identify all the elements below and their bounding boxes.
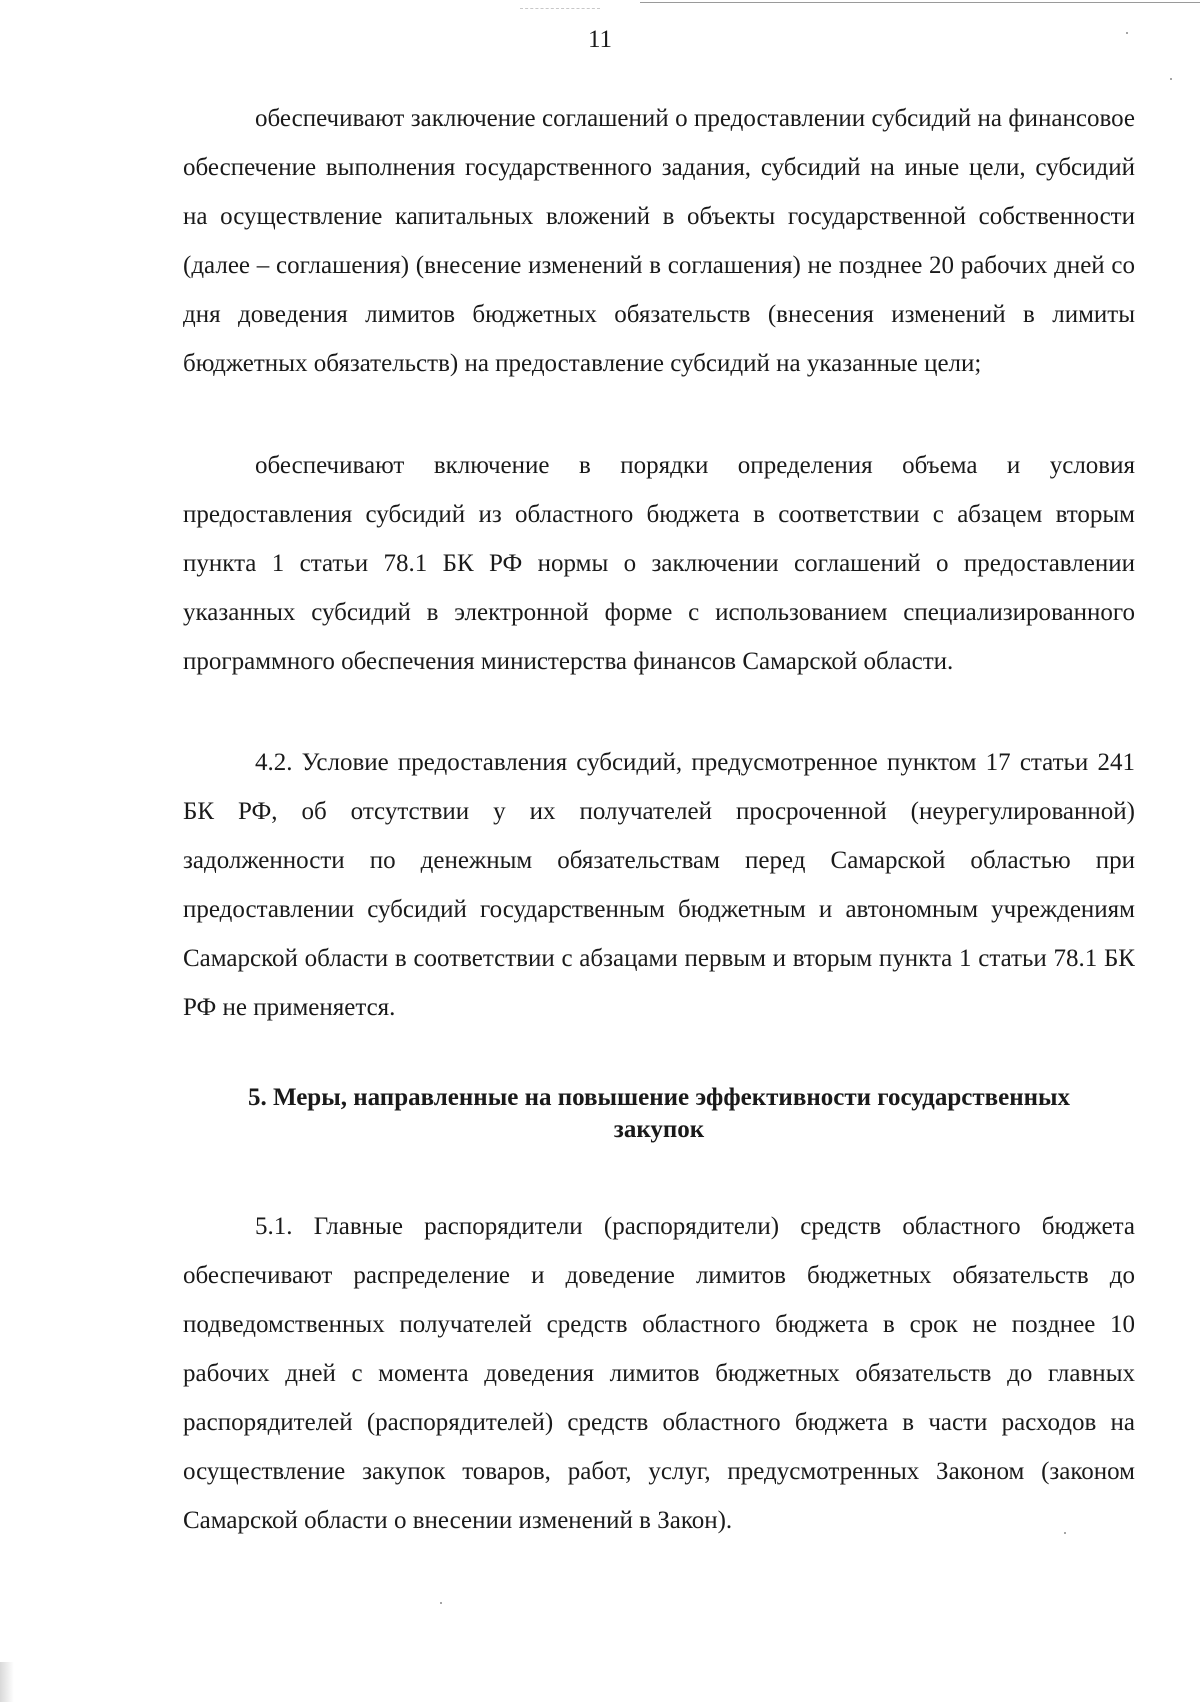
scan-edge-shadow bbox=[0, 1662, 14, 1702]
paragraph-agreements: обеспечивают заключение соглашений о предоставлении субсидий на финансовое обеспечение выполнения государственного задания, субсидий на иные цели, субсидий на осуществление капитальных вложений в объекты государственной собственности (далее – соглашения) (внесение изменений в соглашения) не позднее 20 рабочих дней со дня доведения лимитов бюджетных обязательств (внесения изменений в лимиты бюджетных обязательств) на предоставление субсидий на указанные цели; bbox=[183, 105, 1135, 377]
scan-top-dash bbox=[520, 8, 600, 10]
paragraph-4-2: 4.2. Условие предоставления субсидий, предусмотренное пунктом 17 статьи 241 БК РФ, об отсутствии у их получателей просроченной (неурегулированной) задолженности по денежным обязательствам перед Самарской областью при предоставлении субсидий государственным бюджетным и автономным учреждениям Самарской области в соответствии с абзацами первым и вторым пункта 1 статьи 78.1 БК РФ не применяется. bbox=[183, 749, 1135, 1021]
scan-top-border bbox=[640, 2, 1200, 3]
page-number: 11 bbox=[587, 26, 613, 53]
section-5-heading bbox=[183, 1082, 1135, 1146]
scan-speck bbox=[440, 1602, 442, 1604]
scan-speck bbox=[1064, 1532, 1066, 1534]
section-5-heading-line1: 5. Меры, направленные на повышение эффективности государственных bbox=[247, 1084, 1071, 1111]
section-5-heading-line2: закупок bbox=[613, 1116, 705, 1143]
scan-speck bbox=[1126, 32, 1128, 34]
paragraph-5-1: 5.1. Главные распорядители (распорядители) средств областного бюджета обеспечивают распределение и доведение лимитов бюджетных обязательств до подведомственных получателей средств областного бюджета в срок не позднее 10 рабочих дней с момента доведения лимитов бюджетных обязательств до главных распорядителей (распорядителей) средств областного бюджета в части расходов на осуществление закупок товаров, работ, услуг, предусмотренных Законом (законом Самарской области о внесении изменений в Закон). bbox=[183, 1213, 1135, 1534]
paragraph-electronic-agreements: обеспечивают включение в порядки определения объема и условия предоставления субсидий из областного бюджета в соответствии с абзацем вторым пункта 1 статьи 78.1 БК РФ нормы о заключении соглашений о предоставлении указанных субсидий в электронной форме с использованием специализированного программного обеспечения министерства финансов Самарской области. bbox=[183, 452, 1135, 675]
scan-speck bbox=[1170, 78, 1172, 80]
